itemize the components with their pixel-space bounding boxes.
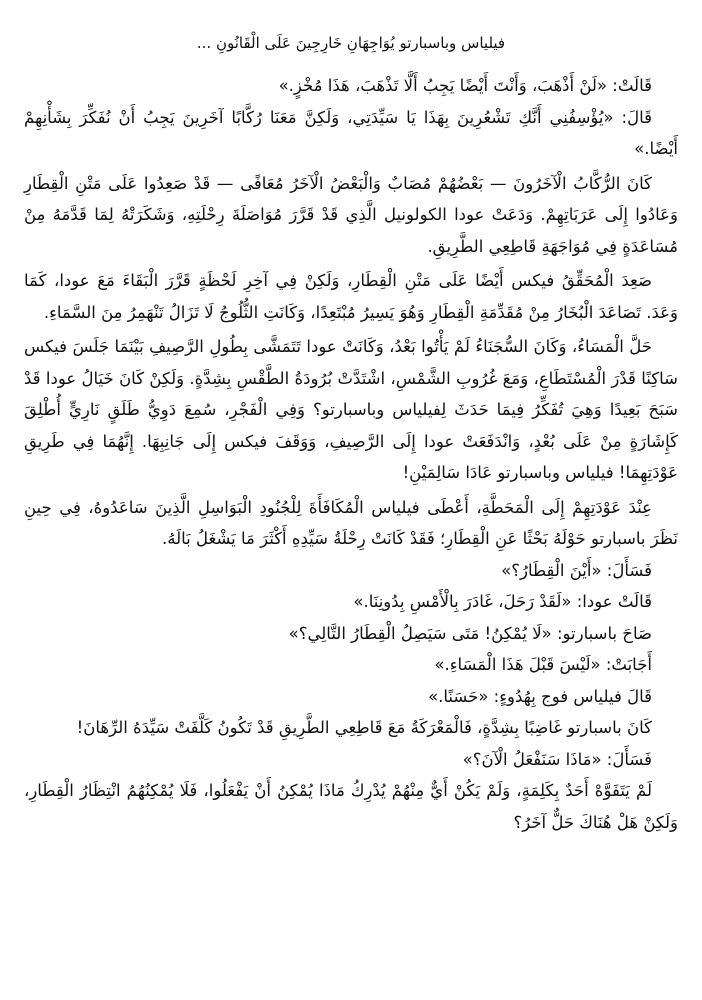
paragraph: فَسَأَلَ: «أَيْنَ الْقِطَارُ؟» xyxy=(501,560,652,580)
running-header: فيلياس وباسبارتو يُوَاجِهَانِ خَارِجِينَ عَلَى الْقَانُونِ ... xyxy=(196,34,506,52)
chapter-text xyxy=(24,70,678,838)
paragraph: قَالَ فيلياس فوج بِهُدُوءٍ: «حَسَنًا.» xyxy=(428,686,652,706)
paragraph: عِنْدَ عَوْدَتِهِمْ إِلَى الْمَحَطَّةِ، أَعْطَى فيلياس الْمُكَافَأَةَ لِلْجُنُودِ الْبَوَاسِلِ الَّذِينَ سَاعَدُوهُ، فِي حِينِ نَظَرَ باسبارتو حَوْلَهُ بَحْثًا عَنِ الْقِطَارِ؛ فَقَدْ كَانَتْ رِحْلَةُ سَيِّدِهِ أَكْثَرَ مَا يَشْغَلُ بَالَهُ. xyxy=(24,497,678,548)
paragraph: قَالَتْ عودا: «لَقَدْ رَحَلَ، غَادَرَ بِالْأَمْسِ بِدُونِنَا.» xyxy=(353,592,652,611)
paragraph: أَجَابَتْ: «لَيْسَ قَبْلَ هَذَا الْمَسَاءِ.» xyxy=(434,655,652,674)
paragraph: صَاحَ باسبارتو: «لَا يُمْكِنُ! مَتَى سَيَصِلُ الْقِطَارُ التَّالِي؟» xyxy=(288,623,652,643)
paragraph: كَانَ الرُّكَّابُ الْآخَرُونَ — بَعْضُهُمْ مُصَابٌ وَالْبَعْضُ الْآخَرُ مُعَافًى — قَدْ صَعِدُوا عَلَى مَتْنِ الْقِطَارِ وَعَادُوا إِلَى عَرَبَاتِهِمْ. وَدَعَتْ عودا الكولونيل الَّذِي قَدْ قَرَّرَ مُوَاصَلَةَ رِحْلَتِهِ، وَشَكَرَتْهُ لِمَا قَدَّمَهُ مِنْ مُسَاعَدَةٍ فِي مُوَاجَهَةِ قَاطِعِي الطَّرِيقِ. xyxy=(24,173,678,256)
paragraph: فَسَأَلَ: «مَاذَا سَنَفْعَلُ الْآنَ؟» xyxy=(462,749,652,769)
paragraph: حَلَّ الْمَسَاءُ، وَكَانَ السُّجَنَاءُ لَمْ يَأْتُوا بَعْدُ، وَكَانَتْ عودا تَتَمَشَّى بِطُولِ الرَّصِيفِ بَيْنَمَا جَلَسَ فيكس سَاكِنًا قَدْرَ الْمُسْتَطَاعِ، وَمَعَ غُرُوبِ الشَّمْسِ، اشْتَدَّتْ بُرُودَةُ الطَّقْسِ بِشِدَّةٍ. وَلَكِنْ كَانَ خَيَالُ عودا قَدْ سَبَحَ بَعِيدًا وَهِيَ تُفَكِّرُ فِيمَا حَدَثَ لِفيلياس وباسبارتو؟ وَفِي الْفَجْرِ، سُمِعَ دَوِيُّ طَلَقٍ نَارِيٍّ أُطْلِقَ كَإِشَارَةٍ مِنْ عَلَى بُعْدٍ، وَانْدَفَعَتْ عودا إِلَى الرَّصِيفِ، وَوَقَفَ فيكس إِلَى جَانِبِهَا. إِنَّهُمَا فِي طَرِيقِ عَوْدَتِهِمَا! فيلياس وباسبارتو عَادَا سَالِمَيْنِ! xyxy=(24,337,678,482)
paragraph: لَمْ يَتَفَوَّهْ أَحَدٌ بِكَلِمَةٍ، وَلَمْ يَكُنْ أَيٌّ مِنْهُمْ يُدْرِكُ مَاذَا يُمْكِنُ أَنْ يَفْعَلُوا، فَلَا يُمْكِنُهُمُ انْتِظَارُ الْقِطَارِ، وَلَكِنْ هَلْ هُنَاكَ حَلٌّ آخَرُ؟ xyxy=(24,781,678,832)
paragraph: قَالَ: «يُؤْسِفُنِي أَنَّكِ تَشْعُرِينَ بِهَذَا يَا سَيِّدَتِي، وَلَكِنَّ مَعَنَا رُكَّابًا آخَرِينَ يَجِبُ أَنْ نُفَكِّرَ بِشَأْنِهِمْ أَيْضًا.» xyxy=(24,107,678,158)
paragraph: قَالَتْ: «لَنْ أَذْهَبَ، وَأَنْتَ أَيْضًا يَجِبُ أَلَّا تَذْهَبَ، هَذَا مُخْزٍ.» xyxy=(278,76,652,95)
paragraph: صَعِدَ الْمُحَقِّقُ فيكس أَيْضًا عَلَى مَتْنِ الْقِطَارِ، وَلَكِنْ فِي آخِرِ لَحْظَةٍ قَرَّرَ الْبَقَاءَ مَعَ عودا، كَمَا وَعَدَ. تَصَاعَدَ الْبُخَارُ مِنْ مُقَدِّمَةِ الْقِطَارِ وَهُوَ يَسِيرُ مُبْتَعِدًا، وَكَانَتِ الثُّلُوجُ لَا تَزَالُ تَنْهَمِرُ مِنَ السَّمَاءِ. xyxy=(24,271,678,322)
paragraph: كَانَ باسبارتو غَاضِبًا بِشِدَّةٍ، فَالْمَعْرَكَةُ مَعَ قَاطِعِي الطَّرِيقِ قَدْ تَكُونُ كَلَّفَتْ سَيِّدَهُ الرِّهَانَ! xyxy=(76,718,652,737)
